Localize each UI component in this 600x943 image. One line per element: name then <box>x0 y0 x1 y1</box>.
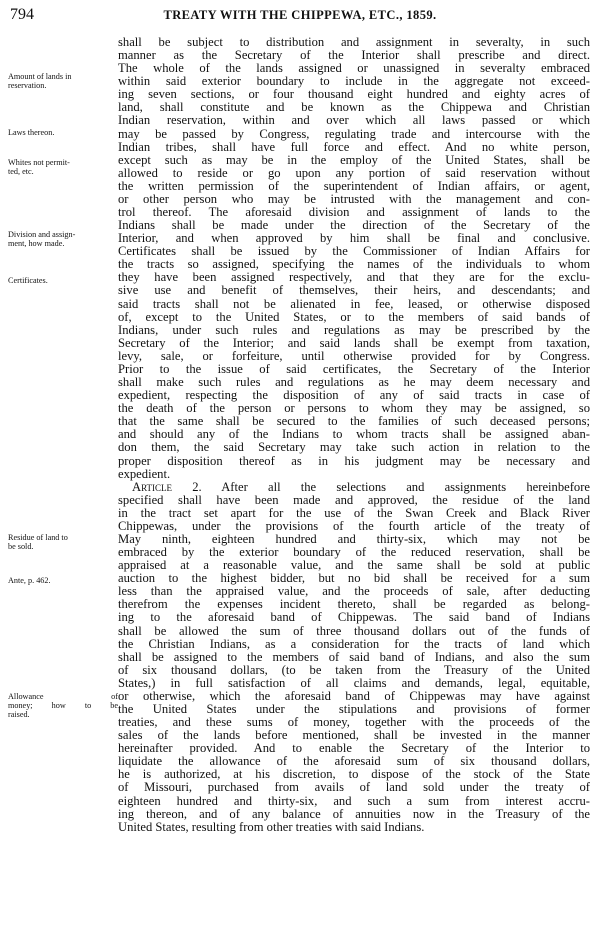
text-line: of, except to the United States, or to the members of said bands of <box>118 309 590 324</box>
article-2-text <box>118 494 590 834</box>
text-line: Indian tribes, shall have full force and effect. And no white person, <box>118 139 590 154</box>
text-line: the United States under the stipulations and provisions of former <box>118 701 590 716</box>
margin-note-certificates: Certificates. <box>8 276 48 285</box>
text-line: Indians shall be made under the direction of the Secretary of the <box>118 218 590 233</box>
text-line: land, shall constitute and be known as the Chippewa and Christian <box>118 100 590 115</box>
text-line: shall be allowed the sum of three thousand dollars out of the funds of <box>118 623 590 638</box>
margin-note-amount-of-lands: Amount of lands in reservation. <box>8 72 72 91</box>
text-line: shall make such rules and regulations as he may deem necessary and <box>118 375 590 390</box>
text-line: Indian reservation, within and over which all laws passed or which <box>118 113 590 128</box>
article-1-continuation <box>118 36 590 481</box>
text-line: manner as the Secretary of the Interior shall prescribe and direct. <box>118 48 590 63</box>
text-line: the written permission of the superintendent of Indian affairs, or agent, <box>118 178 590 193</box>
margin-note-allowance-of-money: Allowance of money; how to be raised. <box>8 692 118 720</box>
margin-note-ante-reference: Ante, p. 462. <box>8 576 51 585</box>
text-line: of six thousand dollars, (to be taken from the Treasury of the United <box>118 662 590 677</box>
text-line: therefrom the expenses incident thereto, shall be regarded as belong- <box>118 597 590 612</box>
page-header <box>10 6 590 28</box>
text-line: of Missouri, purchased from avails of land sold under the treaty of <box>118 780 590 795</box>
margin-note-laws-thereon: Laws thereon. <box>8 128 55 137</box>
text-line: they have been assigned respectively, and that they are for the exclu- <box>118 270 590 285</box>
margin-note-whites-not-permitted: Whites not permit- ted, etc. <box>8 158 70 177</box>
text-line: Chippewas, under the provisions of the fourth article of the treaty of <box>118 518 590 533</box>
text-line: ing seven sections, or four thousand eight hundred and eighty acres of <box>118 87 590 102</box>
text-line: auction to the highest bidder, but no bid shall be received for a sum <box>118 571 590 586</box>
text-line: or otherwise, which the aforesaid band of Chippewas may have against <box>118 688 590 703</box>
article-2-label: Article 2. <box>132 479 202 494</box>
margin-note-division-and-assignment: Division and assign- ment, how made. <box>8 230 76 249</box>
text-line: eighteen hundred and thirty-six, and such a sum from interest accru- <box>118 793 590 808</box>
text-line: May ninth, eighteen hundred and thirty-six, which may not be <box>118 531 590 546</box>
text-line: shall be assigned to the members of said band of Indians, and also the sum <box>118 649 590 664</box>
text-line: don them, the said Secretary may take such action in relation to the <box>118 440 590 455</box>
article-2-heading-line <box>118 481 590 494</box>
text-line: or other person who may be intrusted with the management and con- <box>118 191 590 206</box>
text-line: trol thereof. The aforesaid division and assignment of lands to the <box>118 205 590 220</box>
text-line: Interior, and when approved by him shall be final and conclusive. <box>118 231 590 246</box>
text-line: expedient. <box>118 466 171 481</box>
text-line: may be passed by Congress, regulating trade and intercourse with the <box>118 126 590 141</box>
text-line: allowed to reside or go upon any portion of said reservation without <box>118 165 590 180</box>
text-line: United States, resulting from other treaties with said Indians. <box>118 819 425 834</box>
text-line: Secretary of the Interior; and said lands shall be exempt from taxation, <box>118 335 590 350</box>
text-line: hereinafter provided. And to enable the Secretary of the Interior to <box>118 741 590 756</box>
text-line: treaties, and these sums of money, together with the proceeds of the <box>118 715 590 730</box>
text-line: levy, sale, or forfeiture, until otherwise provided for by Congress. <box>118 348 590 363</box>
text-line: he is authorized, at his discretion, to dispose of the stock of the State <box>118 767 590 782</box>
margin-note-residue-of-land: Residue of land to be sold. <box>8 533 68 552</box>
text-line: said tracts shall not be alienated in fee, leased, or otherwise disposed <box>118 296 590 311</box>
text-line: ing to the aforesaid band of Chippewas. The said band of Indians <box>118 610 590 625</box>
text-line: liquidate the allowance of the aforesaid sum of six thousand dollars, <box>118 754 590 769</box>
page-number: 794 <box>10 6 34 23</box>
text-line: the Christian Indians, as a consideration for the tracts of land which <box>118 636 590 651</box>
text-line: less than the appraised value, and the proceeds of sale, after deducting <box>118 584 590 599</box>
text-line: embraced by the exterior boundary of the reduced reservation, shall be <box>118 545 590 560</box>
text-line: The whole of the lands assigned or unassigned in severalty embraced <box>118 61 590 76</box>
body-text-column <box>118 36 590 834</box>
running-head: TREATY WITH THE CHIPPEWA, ETC., 1859. <box>163 8 437 22</box>
text-line: proper disposition thereof as in his judgment may be necessary and <box>118 453 590 468</box>
text-line: ing thereon, and of any balance of annuities now in the Treasury of the <box>118 806 590 821</box>
text-line: and should any of the Indians to whom tracts shall be assigned aban- <box>118 427 590 442</box>
text-line: the death of the person or persons to whom they may be assigned, so <box>118 401 590 416</box>
text-line: sales of the lands before mentioned, shall be invested in the manner <box>118 728 590 743</box>
text-line: appraised at a reasonable value, and the same shall be sold at public <box>118 558 590 573</box>
text-line: States,) in full satisfaction of all claims and demands, legal, equitable, <box>118 675 590 690</box>
text-line: in the tract set apart for the use of the Swan Creek and Black River <box>118 505 590 520</box>
text-line: within said exterior boundary to include in the aggregate not exceed- <box>118 74 590 89</box>
text-line: except such as may be in the employ of the United States, shall be <box>118 152 590 167</box>
text-line: Indians, under such rules and regulations as may be prescribed by the <box>118 322 590 337</box>
text-line: shall be subject to distribution and assignment in severalty, in such <box>118 35 590 49</box>
text-line: the tracts so assigned, specifying the names of the individuals to whom <box>118 257 590 272</box>
text-line: specified shall have been made and approved, the residue of the land <box>118 492 590 507</box>
text-line: sive use and benefit of themselves, their heirs, and descendants; and <box>118 283 590 298</box>
text-line: that the same shall be secured to the families of such deceased persons; <box>118 414 590 429</box>
text-line: Prior to the issue of said certificates, the Secretary of the Interior <box>118 361 590 376</box>
text-line: Certificates shall be issued by the Commissioner of Indian Affairs for <box>118 244 590 259</box>
text-line: expedient, respecting the disposition of any of said tracts in case of <box>118 388 590 403</box>
article-2-first-line: After all the selections and assignments hereinbefore <box>201 479 590 494</box>
